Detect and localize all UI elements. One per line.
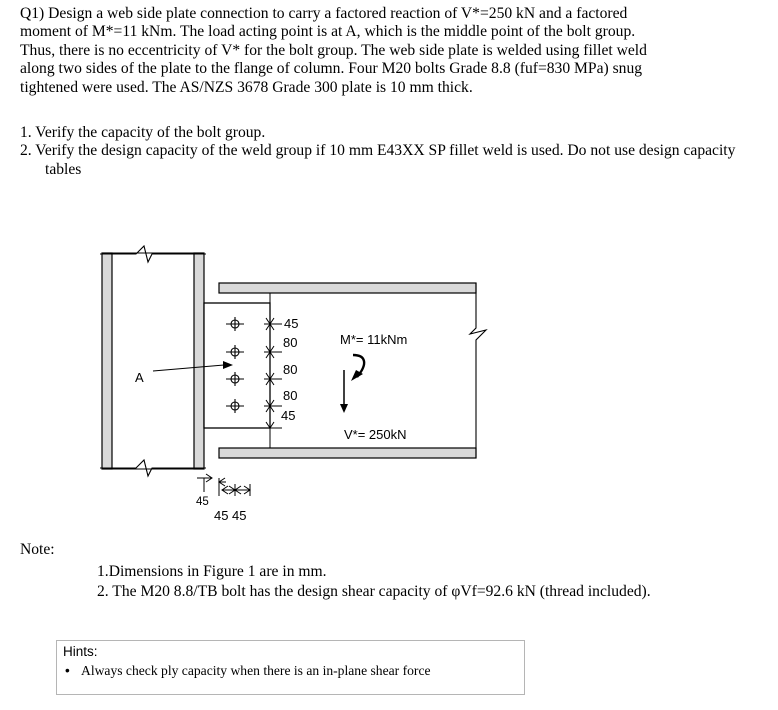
dim-vertical-pitch: 80 bbox=[283, 388, 298, 403]
task-list bbox=[20, 124, 760, 179]
hints-title: Hints: bbox=[63, 644, 98, 659]
dim-vertical-pitch: 80 bbox=[283, 362, 298, 377]
beam-break-line bbox=[470, 283, 486, 458]
hints-list bbox=[65, 663, 431, 679]
task-item: 2. Verify the design capacity of the weld group if 10 mm E43XX SP fillet weld is used. Do not use design capacity tables bbox=[20, 142, 736, 178]
column bbox=[100, 246, 206, 476]
note-item: 1.Dimensions in Figure 1 are in mm. bbox=[97, 563, 327, 580]
task-item: 1. Verify the capacity of the bolt group. bbox=[20, 124, 266, 141]
question-line: Thus, there is no eccentricity of V* for the bolt group. The web side plate is welded using fillet weld bbox=[20, 41, 647, 59]
column-flange-left bbox=[102, 253, 112, 469]
shear-label: V*= 250kN bbox=[344, 427, 407, 442]
hints-box bbox=[56, 640, 525, 695]
notes-list bbox=[97, 562, 651, 602]
beam-bottom-flange bbox=[219, 448, 476, 458]
dim-vertical-edge-top: 45 bbox=[284, 316, 299, 331]
break-line-top bbox=[100, 246, 206, 262]
column-flange-right bbox=[194, 253, 204, 469]
note-label: Note: bbox=[20, 541, 55, 558]
horizontal-dimensions bbox=[197, 474, 250, 496]
question-line: moment of M*=11 kNm. The load acting point is at A, which is the middle point of the bolt group. bbox=[20, 23, 636, 41]
beam-top-flange bbox=[219, 283, 476, 293]
question-text bbox=[20, 5, 760, 97]
dim-horizontal-edge: 45 bbox=[196, 496, 209, 508]
moment-label: M*= 11kNm bbox=[340, 332, 408, 347]
question-line: along two sides of the plate to the flange of column. Four M20 bolts Grade 8.8 (fuf=830 MPa) snug bbox=[20, 60, 643, 78]
dim-horizontal-gauge: 45 bbox=[214, 508, 229, 523]
point-a-label: A bbox=[135, 370, 144, 385]
beam-web-outline bbox=[270, 293, 476, 448]
dim-horizontal-gauge: 45 bbox=[232, 508, 247, 523]
break-line-bottom bbox=[100, 460, 206, 476]
connection-figure bbox=[0, 235, 778, 535]
note-item: 2. The M20 8.8/TB bolt has the design shear capacity of φVf=92.6 kN (thread included). bbox=[97, 583, 651, 600]
hint-item: • Always check ply capacity when there is an in-plane shear force bbox=[65, 663, 431, 679]
question-line: Q1) Design a web side plate connection to carry a factored reaction of V*=250 kN and a factored bbox=[20, 5, 628, 22]
dim-vertical-edge-bottom: 45 bbox=[281, 408, 296, 423]
dim-vertical-pitch: 80 bbox=[283, 335, 298, 350]
question-line: tightened were used. The AS/NZS 3678 Grade 300 plate is 10 mm thick. bbox=[20, 78, 473, 96]
